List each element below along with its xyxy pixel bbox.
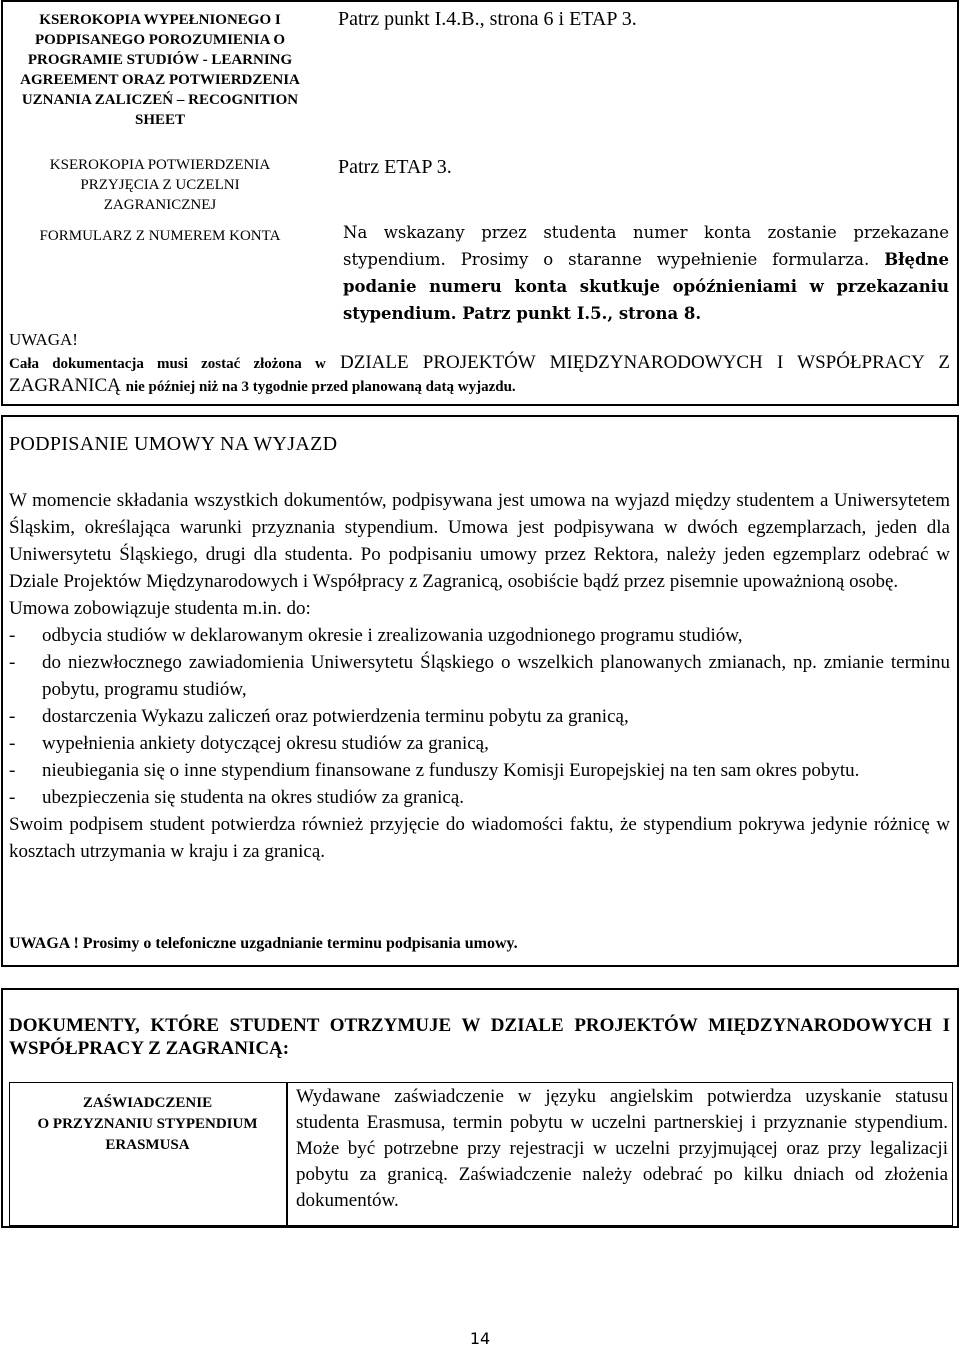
list-item — [9, 622, 950, 649]
warning-title: UWAGA! — [9, 330, 78, 349]
reference-1: Patrz punkt I.4.B., strona 6 i ETAP 3. — [338, 8, 637, 30]
account-note-bold: Błędne podanie numeru konta skutkuje opóźnieniami w przekazaniu stypendium. Patrz punkt I.5., strona 8. — [343, 250, 950, 323]
contract-obligates: Umowa zobowiązuje studenta m.in. do: — [9, 598, 311, 619]
warning-end: nie później niż na 3 tygodnie przed planowaną datą wyjazdu. — [125, 379, 516, 395]
list-item-text: dostarczenia Wykazu zaliczeń oraz potwierdzenia terminu pobytu za granicą, — [42, 706, 629, 727]
list-item-text: ubezpieczenia się studenta na okres studiów za granicą. — [42, 787, 465, 808]
list-item — [9, 757, 950, 784]
list-item-text: nieubiegania się o inne stypendium finansowane z funduszy Komisji Europejskiej na ten sam okres pobytu. — [42, 760, 860, 781]
certificate-label-line-1: ZAŚWIADCZENIE — [82, 1095, 213, 1111]
list-item — [9, 703, 950, 730]
account-note — [343, 219, 949, 327]
contract-intro: W momencie składania wszystkich dokumentów, podpisywana jest umowa na wyjazd między studentem a Uniwersytetem Śląskim, określająca warunki przyznania stypendium. Umowa jest podpisywana w dwóch egzemplarzach, jeden dla Uniwersytetu Śląskiego, drugi dla studenta. Po podpisaniu umowy przez Rektora, należy jeden egzemplarz odebrać w Dziale Projektów Międzynarodowych i Współpracy z Zagranicą, osobiście bądź przez pisemnie upoważnioną osobę. — [9, 490, 950, 592]
certificate-label-line-2: O PRZYZNANIU STYPENDIUM — [37, 1116, 258, 1132]
reference-2: Patrz ETAP 3. — [338, 156, 452, 178]
certificate-label — [9, 1093, 286, 1156]
acceptance-label-line-1: KSEROKOPIA POTWIERDZENIA — [49, 157, 271, 173]
list-item — [9, 649, 950, 703]
dash: - — [9, 625, 16, 646]
obligations-list — [9, 622, 950, 811]
list-item — [9, 784, 950, 811]
warning-text — [9, 352, 950, 398]
list-item-text: wypełnienia ankiety dotyczącej okresu studiów za granicą, — [42, 733, 489, 754]
warning-lead: Cała dokumentacja musi zostać złożona w — [9, 356, 326, 372]
account-form-label: FORMULARZ Z NUMEREM KONTA — [39, 228, 281, 244]
dash: - — [9, 760, 16, 781]
contract-body — [9, 487, 950, 865]
dash: - — [9, 733, 16, 754]
list-item-text: do niezwłocznego zawiadomienia Uniwersytetu Śląskiego o wszelkich planowanych zmianach, np. zmianie terminu pobytu, programu studiów, — [42, 652, 950, 700]
account-note-text: Na wskazany przez studenta numer konta zostanie przekazane stypendium. Prosimy o staranne wypełnienie formularza. — [343, 223, 949, 269]
section-title: PODPISANIE UMOWY NA WYJAZD — [9, 433, 338, 455]
certificate-description: Wydawane zaświadczenie w języku angielskim potwierdza uzyskanie statusu studenta Erasmusa, termin pobytu w uczelni partnerskiej i przyznanie stypendium. Może być potrzebne przy rejestracji w uczelni przyjmującej oraz przy legalizacji pobytu za granicą. Zaświadczenie należy odebrać po kilku dniach od złożenia dokumentów. — [296, 1086, 948, 1211]
dash: - — [9, 652, 16, 673]
certificate-label-line-3: ERASMUSA — [105, 1137, 190, 1153]
list-item-text: odbycia studiów w deklarowanym okresie i zrealizowania uzgodnionego programu studiów, — [42, 625, 743, 646]
page-number: 14 — [469, 1329, 491, 1348]
dash: - — [9, 706, 16, 727]
list-item — [9, 730, 950, 757]
acceptance-label — [4, 155, 316, 215]
warning-dept: DZIALE PROJEKTÓW MIĘDZYNARODOWYCH I WSPÓŁPRACY Z ZAGRANICĄ — [9, 352, 950, 396]
dash: - — [9, 787, 16, 808]
learning-agreement-label: KSEROKOPIA WYPEŁNIONEGO I PODPISANEGO POROZUMIENIA O PROGRAMIE STUDIÓW - LEARNING AGREEMENT ORAZ POTWIERDZENIA UZNANIA ZALICZEŃ – RECOGNITION SHEET — [20, 12, 300, 128]
contract-warning: UWAGA ! Prosimy o telefoniczne uzgadnianie terminu podpisania umowy. — [9, 935, 518, 952]
acceptance-label-line-2: PRZYJĘCIA Z UCZELNI ZAGRANICZNEJ — [80, 177, 240, 213]
documents-title: DOKUMENTY, KTÓRE STUDENT OTRZYMUJE W DZIALE PROJEKTÓW MIĘDZYNARODOWYCH I WSPÓŁPRACY Z ZAGRANICĄ: — [9, 1015, 950, 1059]
contract-closing: Swoim podpisem student potwierdza również przyjęcie do wiadomości faktu, że stypendium pokrywa jedynie różnicę w kosztach utrzymania w kraju i za granicą. — [9, 814, 950, 862]
